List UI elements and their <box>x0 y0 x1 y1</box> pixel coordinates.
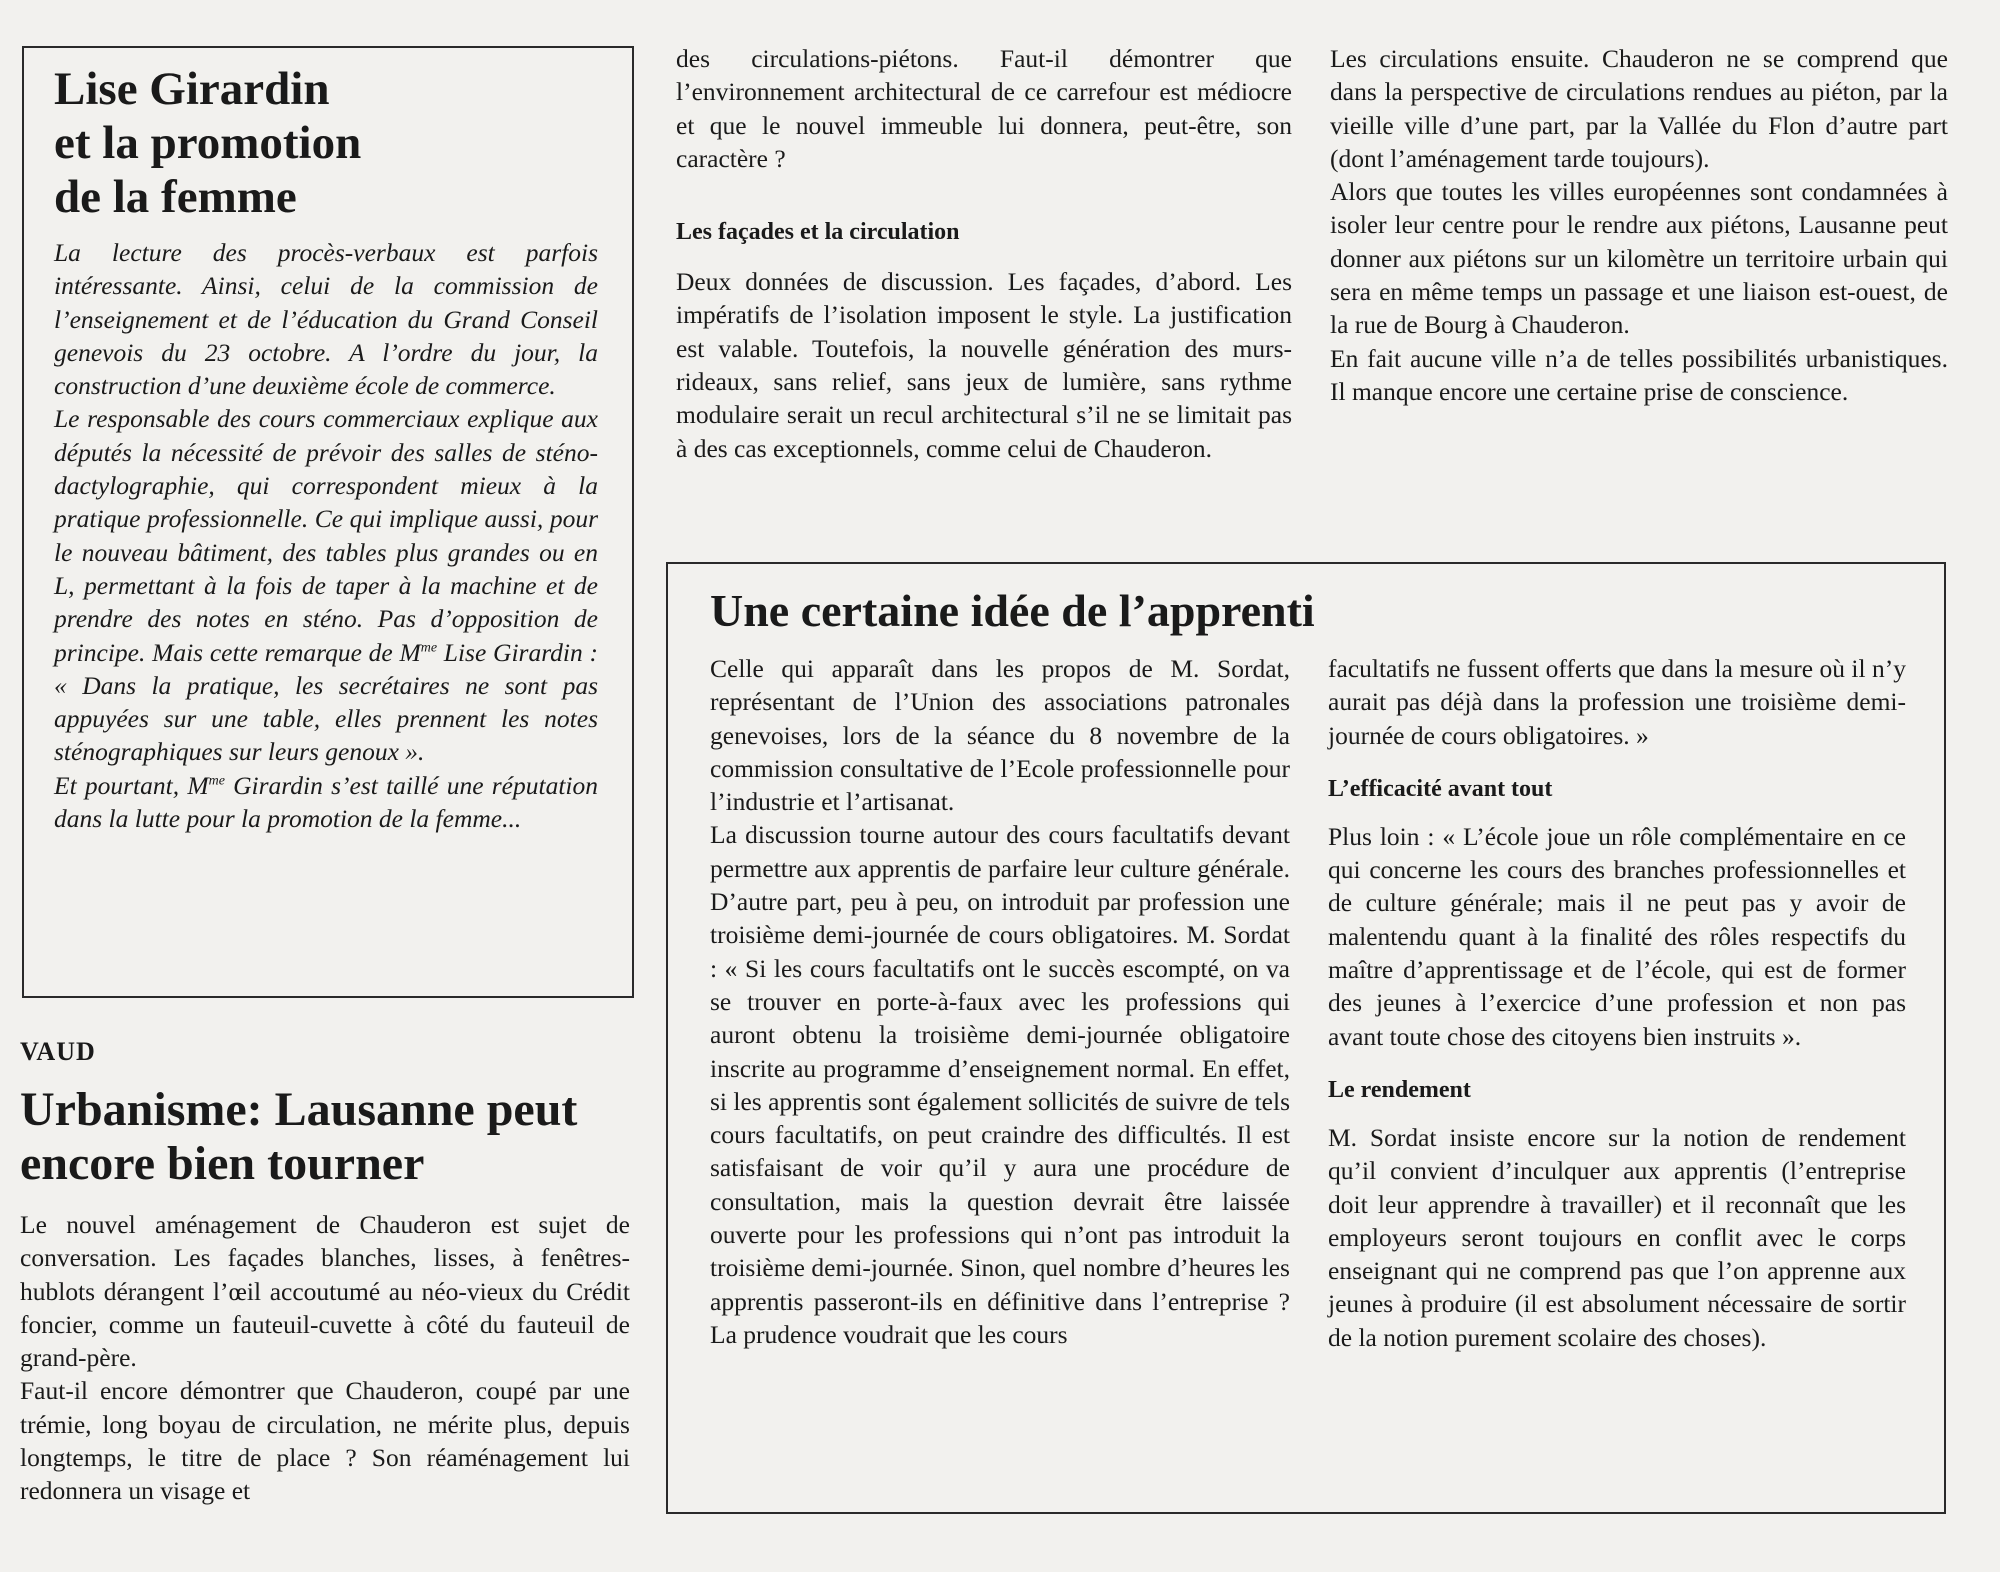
vaud-column-2 <box>676 42 1292 465</box>
vaud-col3-paragraph-3: En fait aucune ville n’a de telles possibilités urbanistiques. Il manque encore une certaine prise de conscience. <box>1330 343 1948 406</box>
girardin-title-line-2: et la promotion <box>54 117 362 169</box>
apprenti-subhead-1: L’efficacité avant tout <box>1328 775 1553 802</box>
vaud-paragraph-1: Le nouvel aménagement de Chauderon est sujet de conversation. Les façades blanches, lisses, à fenêtres-hublots dérangent l’œil accoutumé au néo-vieux du Crédit foncier, comme un fauteuil-cuvette à côté du fauteuil de grand-père. <box>20 1210 630 1373</box>
vaud-col2-paragraph-2: Deux données de discussion. Les façades, d’abord. Les impératifs de l’isolation imposent le style. La justification est valable. Toutefois, la nouvelle génération des murs-rideaux, sans relief, sans jeux de lumière, sans rythme modulaire serait un recul architectural s’il ne se limitait pas à des cas exceptionnels, comme celui de Chauderon. <box>676 267 1292 463</box>
vaud-col3-paragraph-2: Alors que toutes les villes européennes sont condamnées à isoler leur centre pour le rendre aux piétons, Lausanne peut donner aux piétons sur un kilomètre un territoire urbain qui sera en même temps un passage et une liaison est-ouest, de la rue de Bourg à Chauderon. <box>1330 177 1948 340</box>
apprenti-subhead-2: Le rendement <box>1328 1076 1471 1103</box>
vaud-column-3 <box>1330 42 1948 408</box>
girardin-title-line-3: de la femme <box>54 171 297 223</box>
vaud-title-line-2: encore bien tourner <box>20 1137 425 1190</box>
vaud-column-1 <box>20 1208 630 1508</box>
girardin-title <box>54 62 598 224</box>
apprenti-colb-paragraph-1: facultatifs ne fussent offerts que dans la mesure où il n’y aurait pas déjà dans la profession une troisième demi-journée de cours obligatoires. » <box>1328 654 1906 750</box>
girardin-paragraph-1: La lecture des procès-verbaux est parfois intéressante. Ainsi, celui de la commission de l’enseignement et de l’éducation du Grand Conseil genevois du 23 octobre. A l’ordre du jour, la construction d’une deuxième école de commerce. <box>54 238 598 401</box>
vaud-title-line-1: Urbanisme: Lausanne peut <box>20 1083 578 1136</box>
vaud-col2-paragraph-1: des circulations-piétons. Faut-il démontrer que l’environnement architectural de ce carrefour est médiocre et que le nouvel immeuble lui donnera, peut-être, son caractère ? <box>676 44 1292 173</box>
vaud-kicker: VAUD <box>20 1037 96 1066</box>
apprenti-colb-paragraph-2: Plus loin : « L’école joue un rôle complémentaire en ce qui concerne les cours des branches professionnelles et de culture générale; mais il ne peut pas y avoir de malentendu quant à la finalité des rôles respectifs du maître d’apprentissage et de l’école, qui est de former des jeunes à l’exercice d’une profession et non pas avant toute chose des citoyens bien instruits ». <box>1328 821 1906 1051</box>
apprenti-colb-paragraph-3: M. Sordat insiste encore sur la notion de rendement qu’il convient d’inculquer aux apprentis (l’entreprise doit leur apprendre à travailler) et il reconnaît que les employeurs seront toujours en conflit avec le corps enseignant qui ne comprend pas que l’on apprenne aux jeunes à produire (il est absolument nécessaire de sortir de la notion purement scolaire des choses). <box>1328 1122 1906 1352</box>
girardin-paragraph-3: Et pourtant, $M^{me}$ Girardin s’est taillé une réputation dans la lutte pour la promotion de la femme... <box>54 770 598 834</box>
girardin-box <box>22 46 634 998</box>
vaud-subhead: Les façades et la circulation <box>676 219 960 246</box>
apprenti-paragraph-1: Celle qui apparaît dans les propos de M. Sordat, représentant de l’Union des associations patronales genevoises, lors de la séance du 8 novembre de la commission consultative de l’Ecole professionnelle pour l’industrie et l’artisanat. <box>710 654 1290 817</box>
apprenti-box <box>666 562 1946 1514</box>
apprenti-title: Une certaine idée de l’apprenti <box>710 585 1315 636</box>
apprenti-column-b <box>1328 652 1906 1354</box>
vaud-col3-paragraph-1: Les circulations ensuite. Chauderon ne se comprend que dans la perspective de circulations rendues au piéton, par la vieille ville d’une part, par la Vallée du Flon d’autre part (dont l’aménagement tarde toujours). <box>1330 44 1948 173</box>
vaud-title <box>20 1083 640 1191</box>
girardin-paragraph-2: Le responsable des cours commerciaux explique aux députés la nécessité de prévoir des salles de sténo-dactylographie, qui correspondent mieux à la pratique professionnelle. Ce qui implique aussi, pour le nouveau bâtiment, des tables plus grandes ou en L, permettant à la fois de taper à la machine et de prendre des notes en sténo. Pas d’opposition de principe. Mais cette remarque de $M^{me}$ Lise Girardin : « Dans la pratique, les secrétaires ne sont pas appuyées sur une table, elles prennent les notes sténographiques sur leurs genoux ». <box>54 404 598 767</box>
apprenti-column-a <box>710 652 1290 1351</box>
apprenti-paragraph-2: La discussion tourne autour des cours facultatifs devant permettre aux apprentis de parfaire leur culture générale. D’autre part, peu à peu, on introduit par profession une troisième demi-journée de cours obligatoires. M. Sordat : « Si les cours facultatifs ont le succès escompté, on va se trouver en porte-à-faux avec les professions qui auront obtenu la troisième demi-journée obligatoire inscrite au programme d’enseignement normal. En effet, si les apprentis sont également sollicités de suivre de tels cours facultatifs, on peut craindre des difficultés. Il est satisfaisant de voir qu’il y aura une procédure de consultation, mais la question devrait être laissée ouverte pour les professions qui n’ont pas introduit la troisième demi-journée. Sinon, quel nombre d’heures les apprentis passeront-ils en définitive dans l’entreprise ? La prudence voudrait que les cours <box>710 820 1290 1349</box>
girardin-title-line-1: Lise Girardin <box>54 63 330 115</box>
vaud-paragraph-2: Faut-il encore démontrer que Chauderon, coupé par une trémie, long boyau de circulation, ne mérite plus, depuis longtemps, le titre de place ? Son réaménagement lui redonnera un visage et <box>20 1376 630 1506</box>
